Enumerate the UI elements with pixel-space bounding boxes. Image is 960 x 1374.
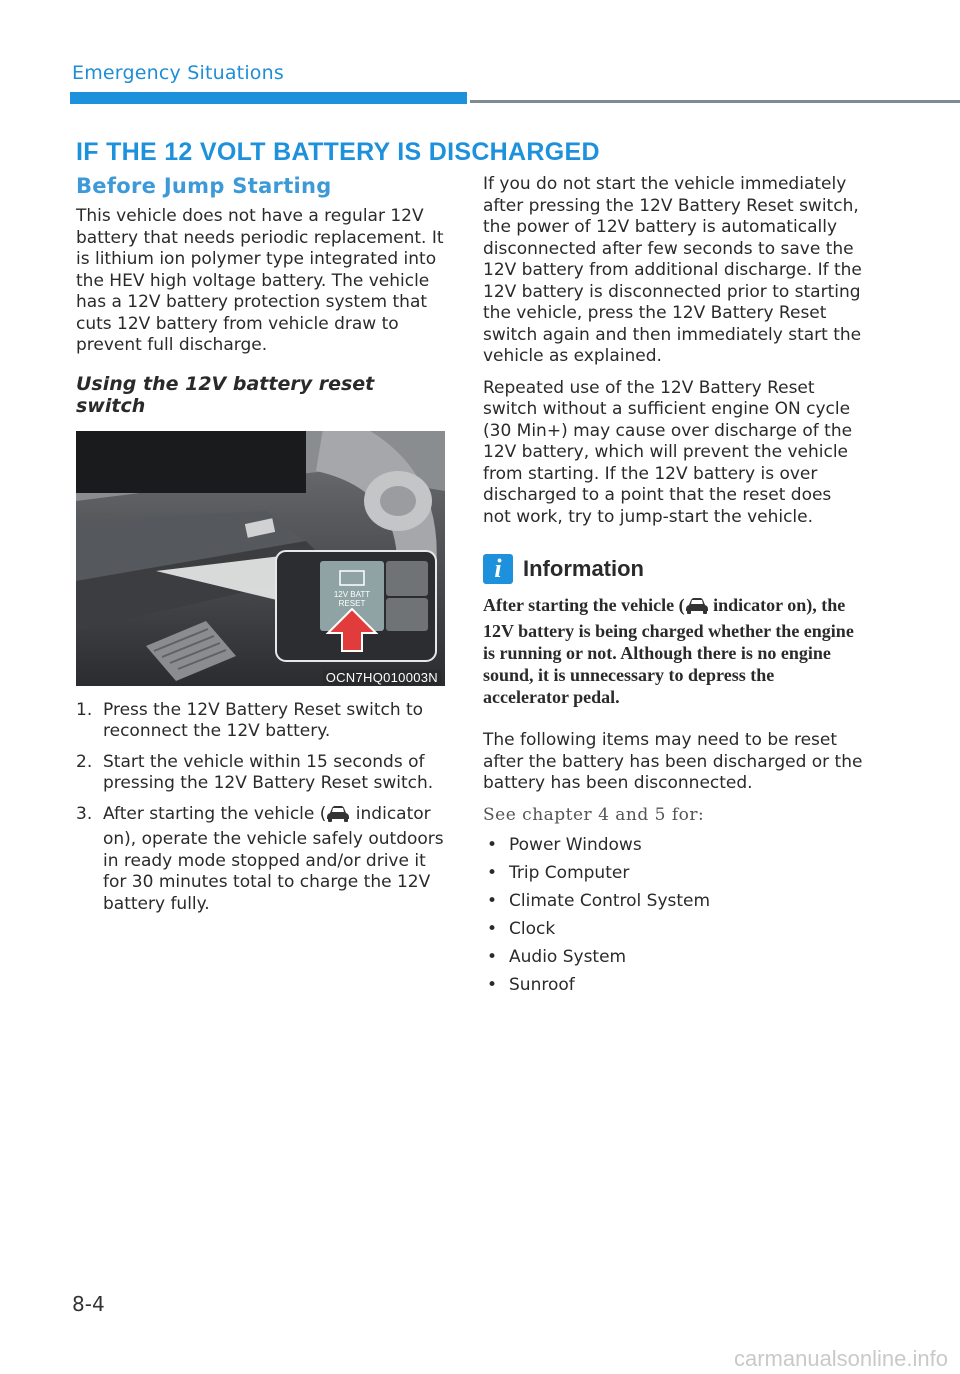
left-column <box>76 174 448 924</box>
list-item: • Power Windows <box>483 835 863 856</box>
information-heading <box>483 554 863 584</box>
steps-list <box>76 700 448 916</box>
reset-switch-figure <box>76 431 445 686</box>
header-accent-bar <box>70 92 467 104</box>
list-item: • Clock <box>483 919 863 940</box>
see-chapter-note: See chapter 4 and 5 for: <box>483 804 705 825</box>
step-text-pre: After starting the vehicle ( <box>103 803 327 824</box>
list-item <box>76 804 448 916</box>
info-icon: i <box>483 554 513 584</box>
list-item: • Audio System <box>483 947 863 968</box>
page-number: 8-4 <box>72 1292 105 1316</box>
intro-paragraph: This vehicle does not have a regular 12V battery that needs periodic replacement. It is lithium ion polymer type integrated into the HEV high voltage battery. The vehicle has a 12V battery protection system that cuts 12V battery from vehicle draw to prevent full discharge. <box>76 206 444 355</box>
step-text-post: indicator on), operate the vehicle safely outdoors in ready mode stopped and/or drive it for 30 minutes total to charge the 12V battery fully. <box>103 803 444 914</box>
section-title: Emergency Situations <box>72 62 284 84</box>
information-title: Information <box>523 556 644 581</box>
paragraph: If you do not start the vehicle immediately after pressing the 12V Battery Reset switch, the power of 12V battery is automatically disconnected after few seconds to save the 12V battery from additional discharge. If the 12V battery is disconnected prior to starting the vehicle, press the 12V Battery Reset switch again and then immediately start the vehicle as explained. <box>483 174 862 366</box>
info-text-post: indicator on), the 12V battery is being charged whether the engine is running or not. Although there is no engine sound, it is unnecessary to depress the accelerator pedal. <box>483 595 854 707</box>
reset-items-list <box>483 835 863 996</box>
switch-label-line2: RESET <box>338 598 366 608</box>
car-ready-icon <box>685 597 709 620</box>
car-ready-icon <box>326 805 350 830</box>
step-number: 1. <box>76 699 93 720</box>
paragraph: The following items may need to be reset after the battery has been discharged or the battery has been disconnected. <box>483 730 863 793</box>
step-number: 2. <box>76 751 93 772</box>
switch-label-line1: 12V BATT <box>333 589 371 599</box>
list-item: • Climate Control System <box>483 891 863 912</box>
list-item <box>76 700 448 743</box>
page-title: IF THE 12 VOLT BATTERY IS DISCHARGED <box>76 138 600 166</box>
subheading: Before Jump Starting <box>76 174 332 198</box>
information-text <box>483 594 863 708</box>
dashboard-illustration <box>76 431 445 686</box>
procedure-title: Using the 12V battery reset switch <box>76 372 375 417</box>
figure-code: OCN7HQ010003N <box>323 670 441 685</box>
paragraph: Repeated use of the 12V Battery Reset switch without a sufficient engine ON cycle (30 Min+) may cause over discharge of the 12V battery, which will prevent the vehicle from starting. If the 12V battery is over discharged to a point that the reset does not work, try to jump-start the vehicle. <box>483 377 853 527</box>
list-item: • Trip Computer <box>483 863 863 884</box>
list-item <box>76 752 448 795</box>
step-text: Start the vehicle within 15 seconds of pressing the 12V Battery Reset switch. <box>103 751 434 793</box>
right-column <box>483 174 863 1003</box>
watermark: carmanualsonline.info <box>733 1346 948 1371</box>
step-text: Press the 12V Battery Reset switch to reconnect the 12V battery. <box>103 699 424 741</box>
list-item: • Sunroof <box>483 975 863 996</box>
header-rule <box>470 100 960 103</box>
step-number: 3. <box>76 803 93 824</box>
info-text-pre: After starting the vehicle ( <box>483 595 685 615</box>
